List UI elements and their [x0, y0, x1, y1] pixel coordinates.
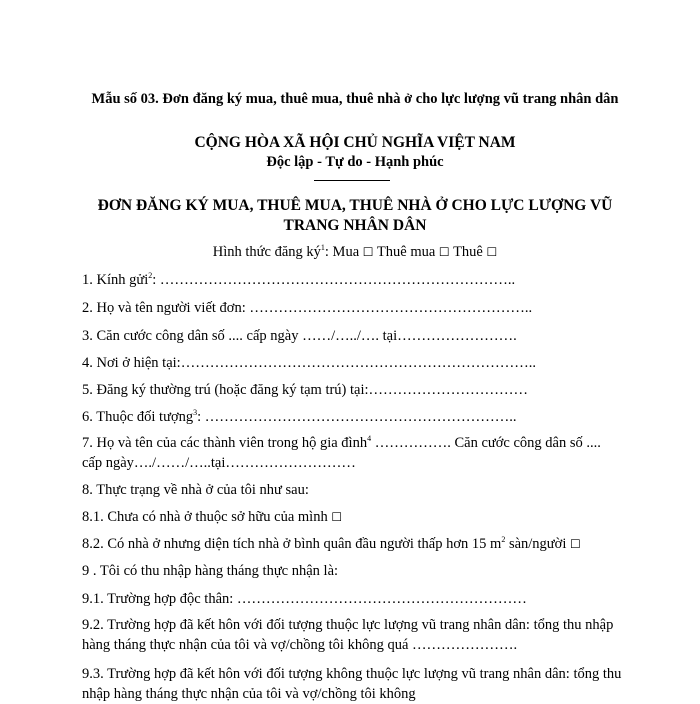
checkbox-rent-icon[interactable]: ☐: [486, 245, 498, 259]
field-6-category: 6. Thuộc đối tượng$^3$: ………………………………………………………..: [82, 408, 517, 425]
registration-type-label: Hình thức đăng ký: [212, 244, 321, 260]
field-9-2-married-armed: 9.2. Trường hợp đã kết hôn với đối tượng thuộc lực lượng vũ trang nhân dân: tổng thu nhập hàng tháng thực nhận của tôi và vợ/chồng tôi không quá ………………….: [82, 617, 614, 653]
field-8-1: 8.1. Chưa có nhà ở thuộc sở hữu của mình ☐: [82, 509, 343, 525]
footnote-3: 3: [193, 408, 198, 417]
field-8-housing-status: 8. Thực trạng về nhà ở của tôi như sau:: [82, 482, 309, 498]
field-4-current-address: 4. Nơi ở hiện tại:………………………………………………………………..: [82, 355, 536, 371]
republic-heading: CỘNG HÒA XÃ HỘI CHỦ NGHĨA VIỆT NAM: [194, 134, 516, 151]
field-9-1-single: 9.1. Trường hợp độc thân: ……………………………………………………: [82, 591, 527, 607]
field-3-id-card: 3. Căn cước công dân số .... cấp ngày ……/…../…. tại…………………….: [82, 328, 517, 344]
motto-underline: [314, 180, 390, 181]
option-buy: Mua: [332, 244, 360, 260]
checkbox-small-area-icon[interactable]: ☐: [569, 537, 581, 551]
option-lease-purchase: Thuê mua: [376, 244, 436, 260]
checkbox-lease-purchase-icon[interactable]: ☐: [438, 245, 450, 259]
checkbox-no-house-icon[interactable]: ☐: [331, 510, 343, 524]
option-rent: Thuê: [453, 244, 483, 260]
form-code-title: Mẫu số 03. Đơn đăng ký mua, thuê mua, thuê nhà ở cho lực lượng vũ trang nhân dân: [91, 91, 619, 107]
checkbox-buy-icon[interactable]: ☐: [362, 245, 374, 259]
field-1-recipient: 1. Kính gửi$^2$: ………………………………………………………………..: [82, 271, 516, 288]
footnote-2: 2: [148, 271, 153, 280]
field-7-household-members: 7. Họ và tên của các thành viên trong hộ gia đình$^4$ ……………. Căn cước công dân số .... cấp ngày…./……/…..tại………………………: [82, 434, 601, 471]
field-2-applicant-name: 2. Họ và tên người viết đơn: …………………………………………………..: [82, 300, 533, 316]
field-5-residence: 5. Đăng ký thường trú (hoặc đăng ký tạm trú) tại:……………………………: [82, 382, 529, 398]
registration-type-colon: :: [324, 244, 329, 260]
field-8-2: 8.2. Có nhà ở nhưng diện tích nhà ở bình quân đầu người thấp hơn 15 $m^2$ sàn/người ☐: [82, 535, 581, 552]
footnote-1: 1: [320, 243, 325, 252]
main-title: ĐƠN ĐĂNG KÝ MUA, THUÊ MUA, THUÊ NHÀ Ở CHO LỰC LƯỢNG VŨ TRANG NHÂN DÂN: [97, 197, 613, 234]
field-9-income: 9 . Tôi có thu nhập hàng tháng thực nhận là:: [82, 563, 339, 579]
footnote-4: 4: [367, 434, 372, 443]
motto: Độc lập - Tự do - Hạnh phúc: [266, 154, 444, 170]
registration-type-line: [60, 244, 650, 261]
field-9-3-married-civil: 9.3. Trường hợp đã kết hôn với đối tượng không thuộc lực lượng vũ trang nhân dân: tổng thu nhập hàng tháng thực nhận của tôi và vợ/chồng tôi không: [82, 666, 622, 702]
